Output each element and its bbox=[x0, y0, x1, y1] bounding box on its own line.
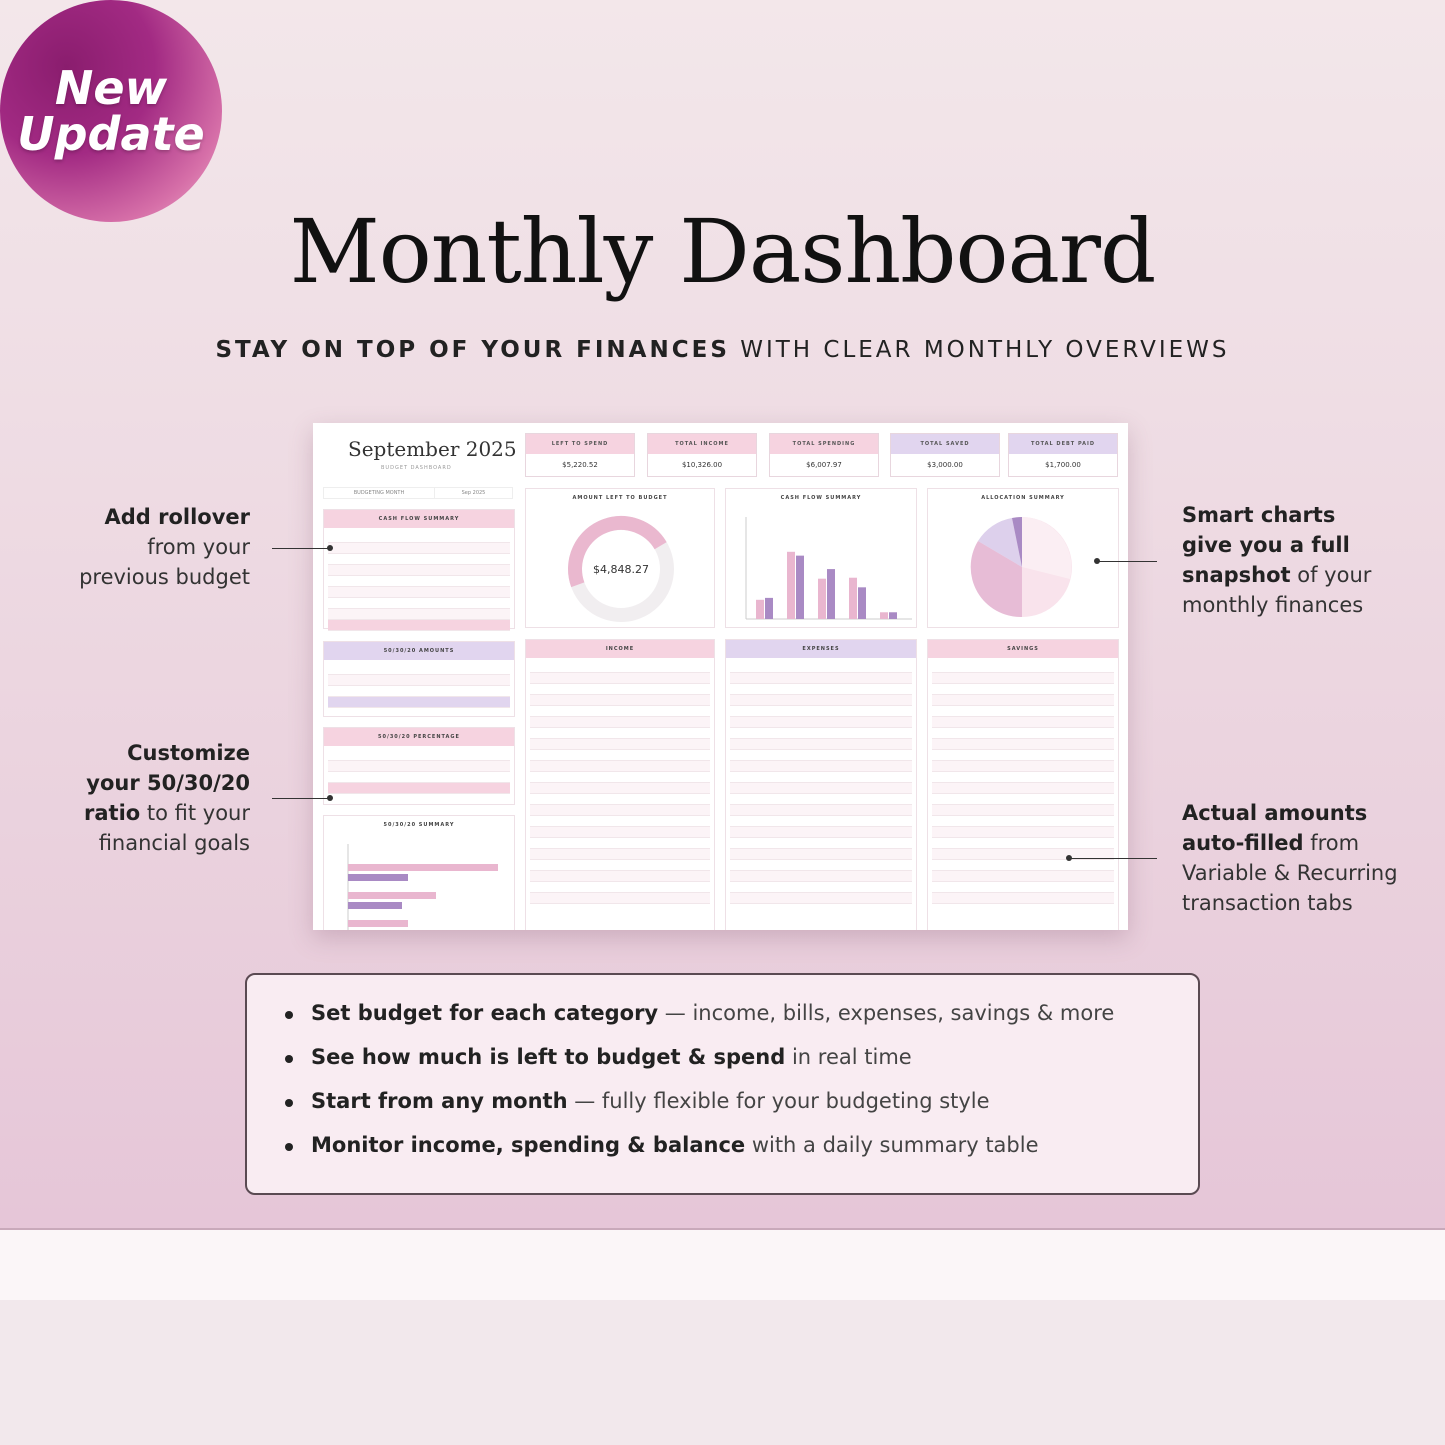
table-row bbox=[932, 761, 1114, 772]
callout-bold: auto-filled bbox=[1182, 831, 1304, 855]
table-row bbox=[730, 816, 912, 827]
callout-bold: snapshot bbox=[1182, 563, 1291, 587]
callout-connector bbox=[272, 798, 330, 799]
table-row bbox=[932, 827, 1114, 838]
callout-bold: your 50/30/20 bbox=[86, 771, 250, 795]
allocation-pie-chart bbox=[928, 507, 1120, 627]
table-row bbox=[730, 728, 912, 739]
callout-text: previous budget bbox=[79, 565, 250, 589]
callout-bold: Smart charts bbox=[1182, 503, 1336, 527]
feature-text: with a daily summary table bbox=[745, 1133, 1039, 1157]
kpi-total-spending bbox=[769, 433, 879, 477]
table-row bbox=[530, 882, 710, 893]
callout-text: to fit your bbox=[140, 801, 250, 825]
donut-chart bbox=[526, 507, 716, 627]
bar-actual bbox=[827, 569, 835, 619]
feature-item bbox=[285, 1133, 1198, 1177]
feature-bold: Set budget for each category bbox=[311, 1001, 659, 1025]
table-row bbox=[328, 750, 510, 761]
budgeting-month-label: BUDGETING MONTH bbox=[353, 490, 405, 496]
callout-bold: Actual amounts bbox=[1182, 801, 1368, 825]
summary-bar-chart bbox=[324, 834, 516, 930]
new-update-badge bbox=[0, 0, 222, 222]
table-row bbox=[932, 695, 1114, 706]
table-row bbox=[932, 860, 1114, 871]
income-panel bbox=[525, 639, 715, 930]
table-row bbox=[530, 805, 710, 816]
table-row bbox=[328, 576, 510, 587]
table-row bbox=[730, 882, 912, 893]
table-row bbox=[730, 860, 912, 871]
table-row bbox=[530, 849, 710, 860]
feature-text: — income, bills, expenses, savings & more bbox=[658, 1001, 1115, 1025]
subtitle-bold: STAY ON TOP OF YOUR FINANCES bbox=[215, 337, 730, 363]
table-row bbox=[530, 761, 710, 772]
cash-flow-summary-panel bbox=[323, 509, 515, 629]
table-row bbox=[730, 750, 912, 761]
table-row bbox=[530, 838, 710, 849]
feature-text: in real time bbox=[785, 1045, 912, 1069]
donut-value: $4,848.27 bbox=[593, 563, 649, 576]
callout-bold: give you a full bbox=[1182, 533, 1350, 557]
table-row bbox=[730, 794, 912, 805]
bottom-area bbox=[0, 1300, 1445, 1445]
kpi-total-debt-paid bbox=[1008, 433, 1118, 477]
kpi-value: $3,000.00 bbox=[927, 461, 963, 469]
feature-item bbox=[285, 1045, 1198, 1089]
bar-planned bbox=[849, 578, 857, 619]
expenses-rows bbox=[730, 662, 912, 904]
kpi-label: TOTAL SAVED bbox=[891, 434, 999, 454]
table-row bbox=[328, 620, 510, 631]
table-row bbox=[328, 686, 510, 697]
bar-actual bbox=[858, 587, 866, 619]
panel-header: INCOME bbox=[526, 640, 714, 658]
callout-text: from bbox=[1303, 831, 1360, 855]
budgeting-month-value[interactable]: Sep 2025 bbox=[434, 488, 512, 498]
bar-planned bbox=[880, 612, 888, 619]
bar-planned bbox=[348, 892, 436, 899]
feature-bold: See how much is left to budget & spend bbox=[311, 1045, 786, 1069]
table-row bbox=[932, 783, 1114, 794]
badge-line-1: New bbox=[54, 61, 168, 115]
bar-actual bbox=[796, 556, 804, 619]
table-row bbox=[530, 673, 710, 684]
kpi-value: $6,007.97 bbox=[806, 461, 842, 469]
panel-header: CASH FLOW SUMMARY bbox=[780, 495, 862, 501]
callout-text: transaction tabs bbox=[1182, 891, 1353, 915]
cash-flow-bar-chart bbox=[726, 507, 918, 627]
feature-text: — fully flexible for your budgeting style bbox=[567, 1089, 990, 1113]
table-row bbox=[932, 673, 1114, 684]
table-row bbox=[932, 882, 1114, 893]
table-row bbox=[730, 805, 912, 816]
table-row bbox=[328, 598, 510, 609]
feature-list-box bbox=[245, 973, 1200, 1195]
table-row bbox=[530, 750, 710, 761]
table-row bbox=[328, 772, 510, 783]
panel-header: 50/30/20 AMOUNTS bbox=[324, 642, 514, 660]
page-title: Monthly Dashboard bbox=[289, 200, 1156, 303]
table-row bbox=[730, 695, 912, 706]
table-row bbox=[530, 816, 710, 827]
feature-item bbox=[285, 1089, 1198, 1133]
kpi-value: $1,700.00 bbox=[1045, 461, 1081, 469]
table-row bbox=[530, 728, 710, 739]
kpi-label: TOTAL SPENDING bbox=[770, 434, 878, 454]
cash-flow-chart-panel bbox=[725, 488, 917, 628]
table-row bbox=[328, 543, 510, 554]
callout-dot bbox=[327, 795, 333, 801]
amounts-rows bbox=[328, 664, 510, 708]
bottom-strip bbox=[0, 1228, 1445, 1300]
table-row bbox=[730, 761, 912, 772]
bar-planned bbox=[818, 579, 826, 619]
table-row bbox=[932, 838, 1114, 849]
callout-bold: Add rollover bbox=[104, 505, 250, 529]
panel-header: 50/30/20 PERCENTAGE bbox=[324, 728, 514, 746]
table-row bbox=[932, 893, 1114, 904]
amounts-panel bbox=[323, 641, 515, 717]
table-row bbox=[932, 794, 1114, 805]
callout-text: from your bbox=[147, 535, 250, 559]
savings-rows bbox=[932, 662, 1114, 904]
expenses-panel bbox=[725, 639, 917, 930]
percentage-panel bbox=[323, 727, 515, 805]
table-row bbox=[328, 587, 510, 598]
callout-customize bbox=[40, 738, 250, 858]
table-row bbox=[730, 772, 912, 783]
table-row bbox=[932, 772, 1114, 783]
callout-connector bbox=[1097, 561, 1157, 562]
table-row bbox=[730, 739, 912, 750]
kpi-total-saved bbox=[890, 433, 1000, 477]
kpi-label: TOTAL DEBT PAID bbox=[1009, 434, 1117, 454]
savings-panel bbox=[927, 639, 1119, 930]
table-row bbox=[730, 893, 912, 904]
table-row bbox=[530, 871, 710, 882]
table-row bbox=[932, 728, 1114, 739]
dashboard-title: September 2025 bbox=[348, 437, 517, 461]
kpi-value: $10,326.00 bbox=[681, 461, 723, 469]
dashboard-subtitle: BUDGET DASHBOARD bbox=[381, 465, 452, 471]
table-row bbox=[730, 871, 912, 882]
table-row bbox=[932, 750, 1114, 761]
badge-line-2: Update bbox=[17, 107, 205, 161]
table-row bbox=[328, 783, 510, 794]
subtitle-rest: WITH CLEAR MONTHLY OVERVIEWS bbox=[729, 337, 1230, 363]
table-row bbox=[932, 706, 1114, 717]
kpi-value: $5,220.52 bbox=[562, 461, 598, 469]
callout-text: monthly finances bbox=[1182, 593, 1364, 617]
callout-text: Variable & Recurring bbox=[1182, 861, 1398, 885]
table-row bbox=[530, 695, 710, 706]
table-row bbox=[730, 673, 912, 684]
callout-charts bbox=[1182, 500, 1432, 620]
table-row bbox=[328, 664, 510, 675]
panel-header: EXPENSES bbox=[726, 640, 916, 658]
bar-actual bbox=[889, 612, 897, 619]
table-row bbox=[530, 783, 710, 794]
budgeting-month-row bbox=[323, 487, 513, 499]
summary-chart-panel bbox=[323, 815, 515, 930]
kpi-label: TOTAL INCOME bbox=[648, 434, 756, 454]
table-row bbox=[530, 684, 710, 695]
dashboard-preview bbox=[313, 423, 1128, 930]
table-row bbox=[932, 717, 1114, 728]
table-row bbox=[530, 706, 710, 717]
panel-header: ALLOCATION SUMMARY bbox=[981, 495, 1065, 501]
kpi-total-income bbox=[647, 433, 757, 477]
panel-header: SAVINGS bbox=[928, 640, 1118, 658]
kpi-left-to-spend bbox=[525, 433, 635, 477]
allocation-panel bbox=[927, 488, 1119, 628]
income-rows bbox=[530, 662, 710, 904]
table-row bbox=[932, 684, 1114, 695]
callout-text: financial goals bbox=[98, 831, 250, 855]
table-row bbox=[932, 662, 1114, 673]
table-row bbox=[530, 827, 710, 838]
table-row bbox=[730, 717, 912, 728]
callout-connector bbox=[272, 548, 330, 549]
bar-planned bbox=[787, 552, 795, 619]
table-row bbox=[932, 739, 1114, 750]
table-row bbox=[328, 697, 510, 708]
cash-flow-rows bbox=[328, 532, 510, 631]
feature-bold: Monitor income, spending & balance bbox=[311, 1133, 746, 1157]
callout-connector bbox=[1069, 858, 1157, 859]
table-row bbox=[328, 761, 510, 772]
feature-list bbox=[285, 1001, 1198, 1177]
table-row bbox=[530, 662, 710, 673]
bar-planned bbox=[348, 920, 408, 927]
page-subtitle bbox=[0, 337, 1445, 363]
feature-bold: Start from any month bbox=[311, 1089, 568, 1113]
table-row bbox=[328, 565, 510, 576]
callout-rollover bbox=[40, 502, 250, 592]
callout-actual bbox=[1182, 798, 1437, 918]
amount-left-panel bbox=[525, 488, 715, 628]
table-row bbox=[730, 783, 912, 794]
bar-planned bbox=[756, 600, 764, 619]
table-row bbox=[932, 816, 1114, 827]
table-row bbox=[530, 717, 710, 728]
table-row bbox=[530, 772, 710, 783]
callout-text: of your bbox=[1290, 563, 1372, 587]
kpi-label: LEFT TO SPEND bbox=[526, 434, 634, 454]
table-row bbox=[328, 675, 510, 686]
table-row bbox=[730, 838, 912, 849]
panel-header: AMOUNT LEFT TO BUDGET bbox=[572, 495, 668, 501]
table-row bbox=[730, 662, 912, 673]
callout-bold: Customize bbox=[127, 741, 250, 765]
percentage-rows bbox=[328, 750, 510, 794]
callout-dot bbox=[327, 545, 333, 551]
bar-actual bbox=[765, 598, 773, 619]
panel-header: CASH FLOW SUMMARY bbox=[324, 510, 514, 528]
table-row bbox=[730, 827, 912, 838]
bar-planned bbox=[348, 864, 498, 871]
table-row bbox=[530, 794, 710, 805]
table-row bbox=[730, 684, 912, 695]
table-row bbox=[730, 849, 912, 860]
table-row bbox=[328, 609, 510, 620]
table-row bbox=[530, 893, 710, 904]
callout-bold: ratio bbox=[84, 801, 141, 825]
table-row bbox=[530, 860, 710, 871]
bar-actual bbox=[348, 874, 408, 881]
panel-header: 50/30/20 SUMMARY bbox=[383, 822, 455, 828]
bar-actual bbox=[348, 902, 402, 909]
table-row bbox=[328, 554, 510, 565]
table-row bbox=[730, 706, 912, 717]
table-row bbox=[932, 871, 1114, 882]
table-row bbox=[328, 532, 510, 543]
table-row bbox=[530, 739, 710, 750]
feature-item bbox=[285, 1001, 1198, 1045]
table-row bbox=[932, 805, 1114, 816]
